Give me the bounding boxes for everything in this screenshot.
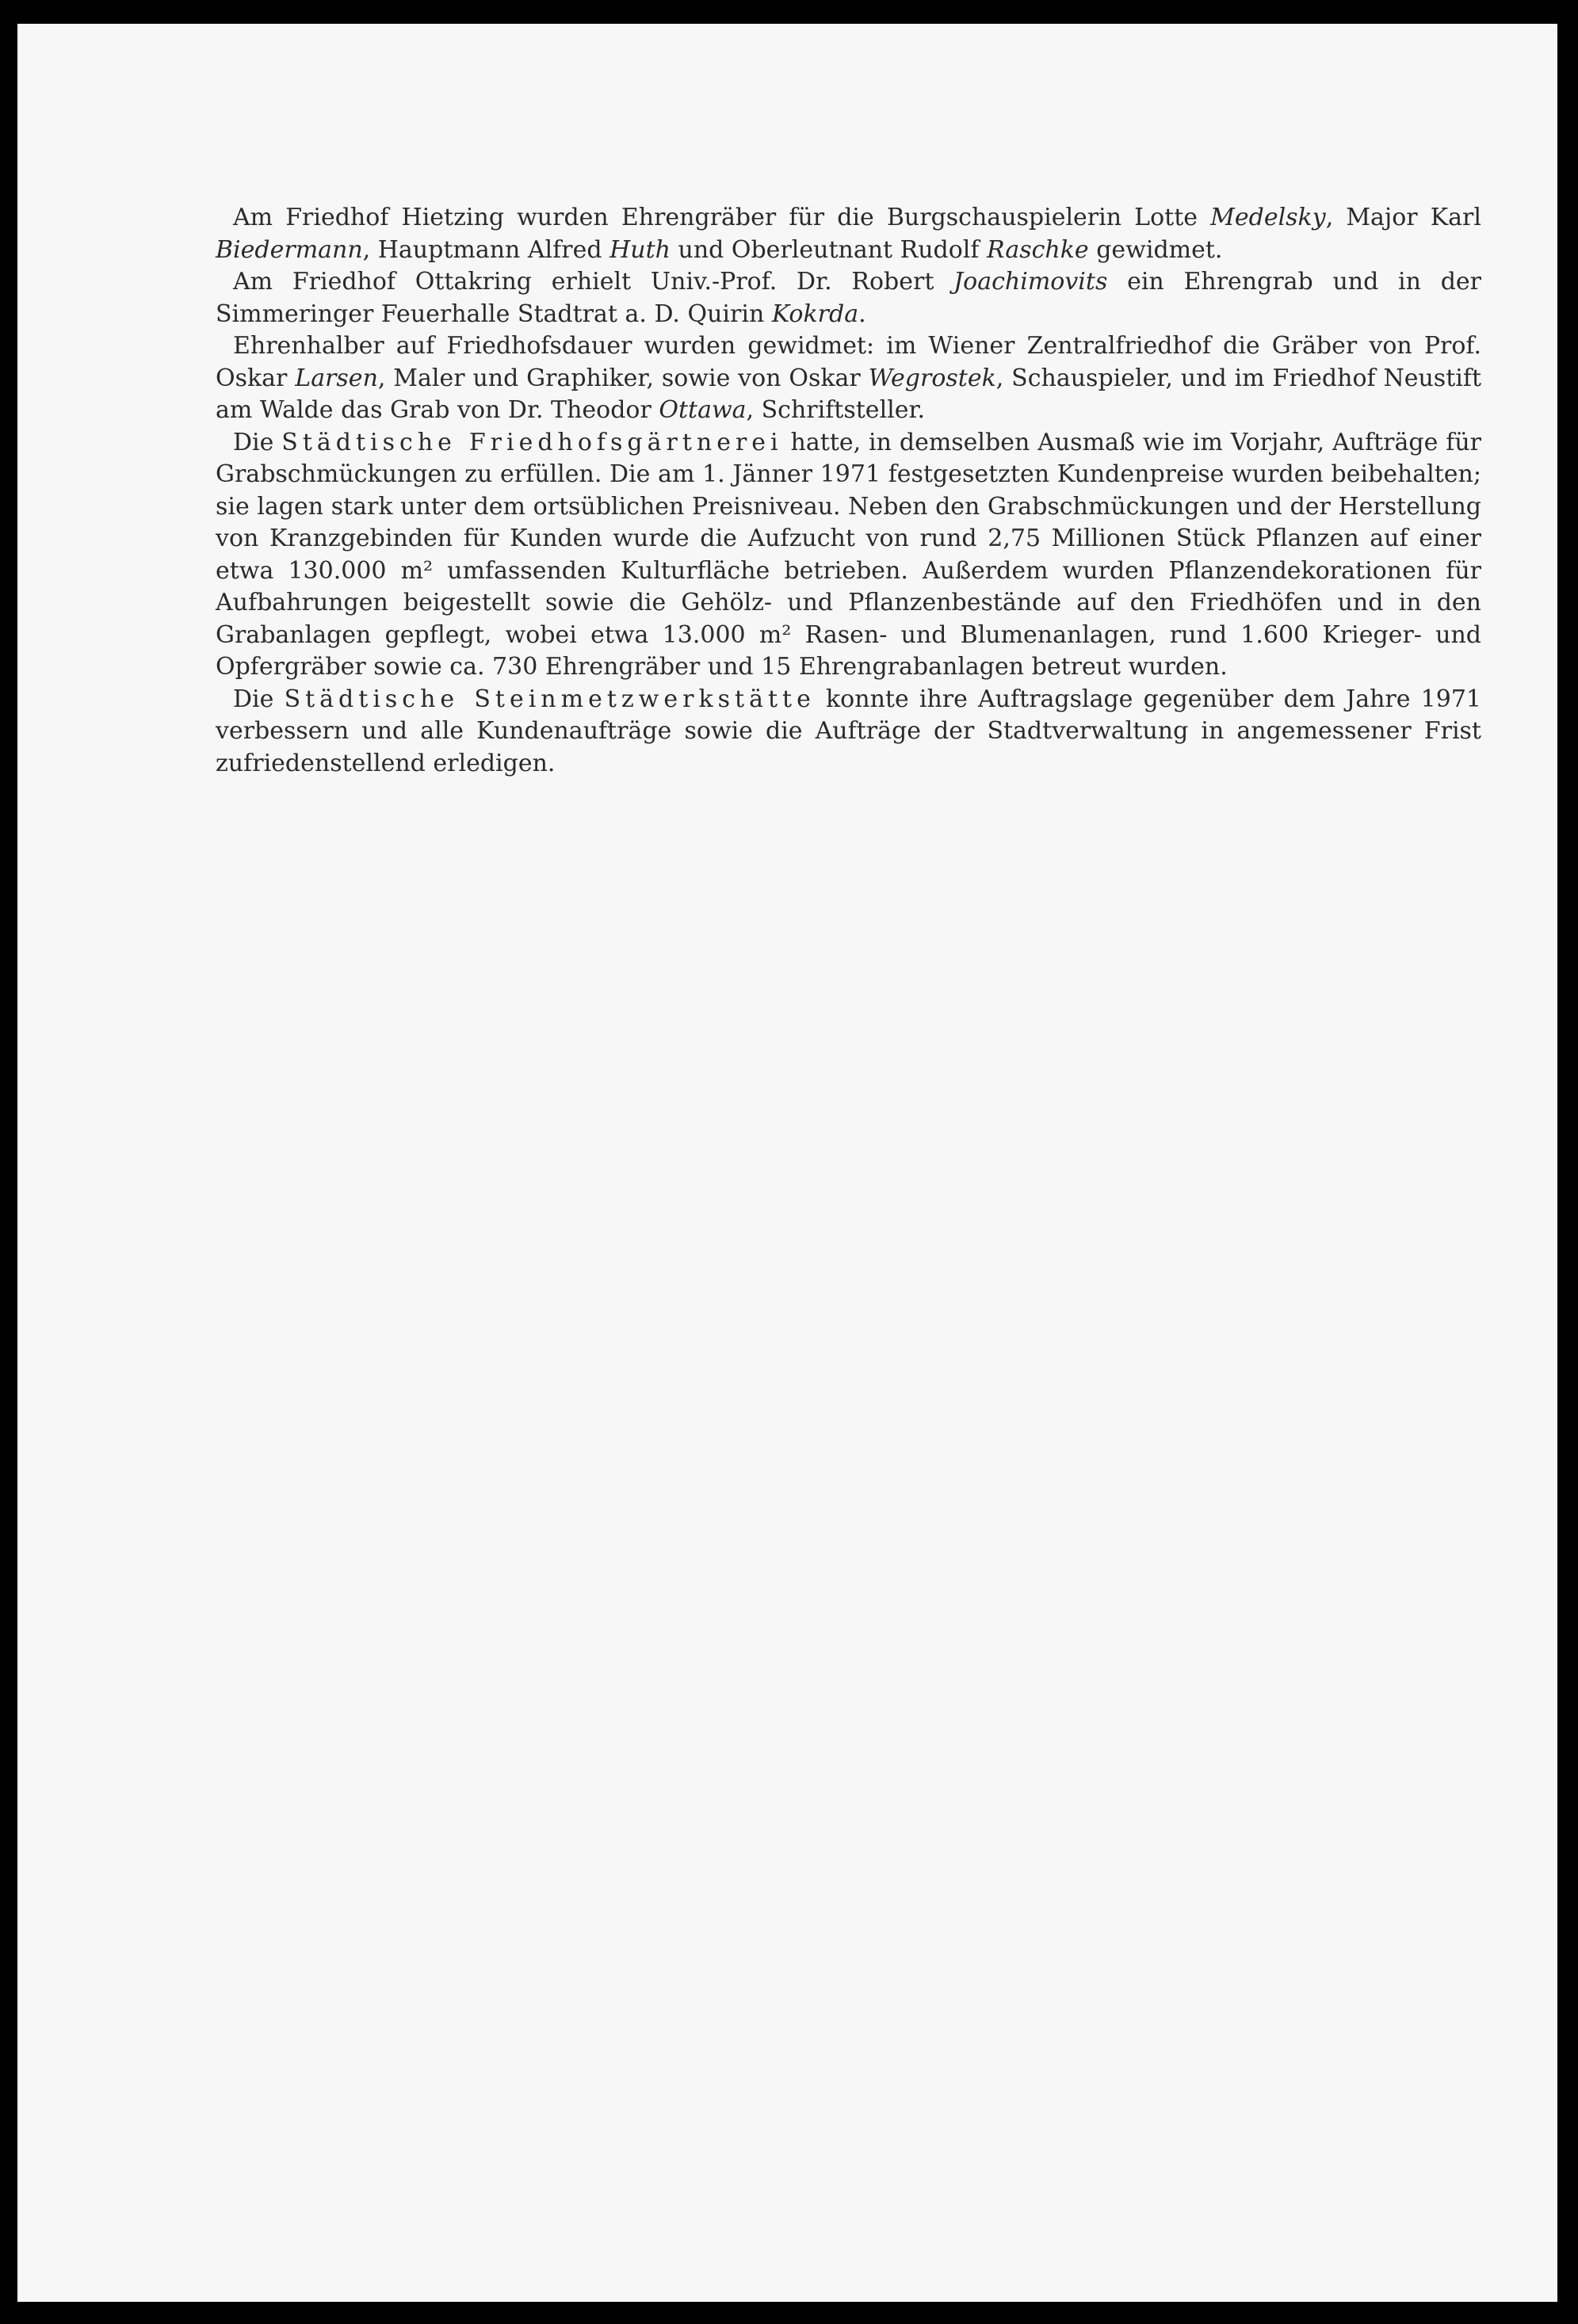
paragraph-friedhofsgaertnerei bbox=[216, 427, 1481, 684]
text-run: konnte ihre Auftragslage gegenüber dem Jahre 1971 verbessern und alle Kundenaufträge sowie die Aufträge der Stadtverwaltung in angemessener Frist zufriedenstellend erledigen. bbox=[216, 685, 1481, 777]
text-run: , Hauptmann Alfred bbox=[362, 235, 610, 264]
body-text bbox=[216, 202, 1481, 780]
text-run: , Major Karl bbox=[1325, 204, 1481, 231]
person-name: Medelsky bbox=[1210, 204, 1326, 231]
paragraph-ehrenhalber-gewidmet bbox=[216, 330, 1481, 427]
text-run: und Oberleutnant Rudolf bbox=[670, 235, 988, 264]
person-name: Raschke bbox=[987, 235, 1089, 264]
paragraph-steinmetzwerkstaette bbox=[216, 684, 1481, 780]
text-run: , Schriftsteller. bbox=[746, 396, 926, 424]
text-run: Ehrenhalber auf Friedhofsdauer wurden gewidmet: im Wiener Zentralfriedhof die Gräber von Prof. Oskar bbox=[216, 332, 1481, 392]
paragraph-ehrengraeber-hietzing bbox=[216, 202, 1481, 266]
person-name: Joachimovits bbox=[953, 268, 1108, 296]
person-name: Ottawa bbox=[659, 396, 747, 424]
text-run: , Schauspieler, und im Friedhof Neustift am Walde das Grab von Dr. Theodor bbox=[216, 364, 1482, 424]
text-run: . bbox=[858, 300, 866, 328]
text-run: ein Ehrengrab und in der Simmeringer Feuerhalle Stadtrat a. D. Quirin bbox=[216, 268, 1482, 328]
text-run: Am Friedhof Hietzing wurden Ehrengräber für die Burgschauspielerin Lotte bbox=[233, 204, 1211, 231]
paragraph-ehrengrab-ottakring bbox=[216, 266, 1481, 330]
person-name: Larsen bbox=[295, 364, 378, 392]
person-name: Biedermann bbox=[216, 235, 363, 264]
text-run: Die bbox=[233, 685, 285, 713]
person-name: Wegrostek bbox=[868, 364, 996, 392]
document-page bbox=[17, 24, 1557, 2302]
text-run: hatte, in demselben Ausmaß wie im Vorjahr, Aufträge für Grabschmückungen zu erfüllen. Die am 1. Jänner 1971 festgesetzten Kundenpreise wurden beibehalten; sie lagen stark unter dem ortsüblichen Preisniveau. Neben den Grabschmückungen und der Herstellung von Kranzgebinden für Kunden wurde die Aufzucht von rund 2,75 Millionen Stück Pflanzen auf einer etwa 130.000 m² umfassenden Kulturfläche betrieben. Außerdem wurden Pflanzendekorationen für Aufbahrungen beigestellt sowie die Gehölz- und Pflanzenbestände auf den Friedhöfen und in den Grabanlagen gepflegt, wobei etwa 13.000 m² Rasen- und Blumenanlagen, rund 1.600 Krieger- und Opfergräber sowie ca. 730 Ehrengräber und 15 Ehrengrabanlagen betreut wurden. bbox=[216, 428, 1481, 681]
text-run: , Maler und Graphiker, sowie von Oskar bbox=[377, 364, 869, 392]
institution-name: Städtische Friedhofsgärtnerei bbox=[281, 428, 783, 456]
institution-name: Städtische Steinmetzwerkstätte bbox=[284, 685, 816, 713]
text-run: Am Friedhof Ottakring erhielt Univ.-Prof. Dr. Robert bbox=[233, 268, 954, 296]
person-name: Kokrda bbox=[771, 300, 859, 328]
person-name: Huth bbox=[609, 235, 671, 264]
text-run: Die bbox=[233, 428, 282, 456]
text-run: gewidmet. bbox=[1088, 235, 1223, 264]
